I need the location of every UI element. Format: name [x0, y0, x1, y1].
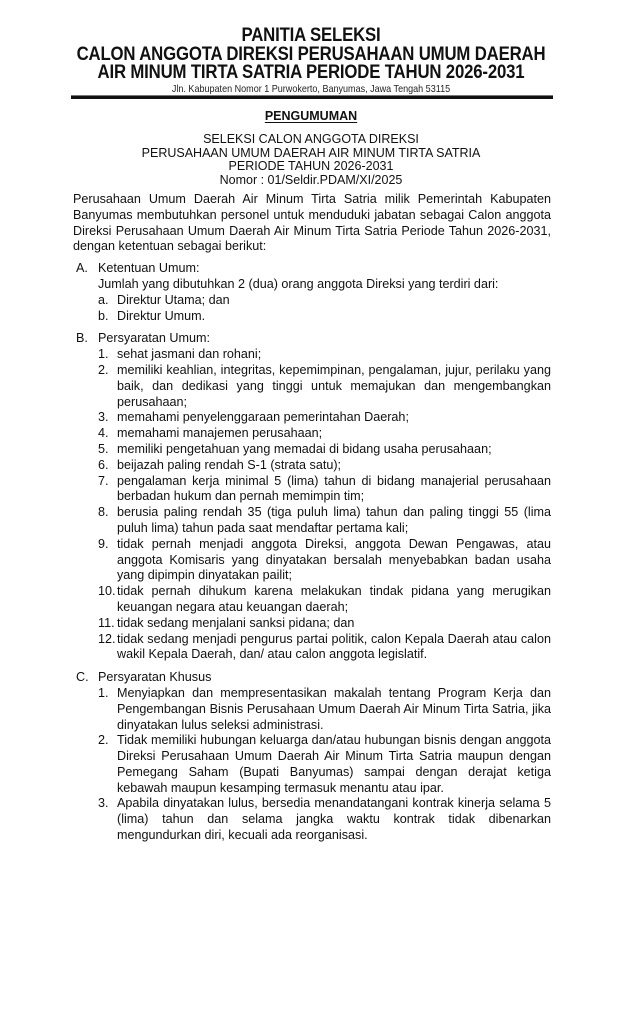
list-item-text: memahami manajemen perusahaan;: [117, 426, 323, 441]
list-item: [73, 537, 551, 584]
list-item-text: sehat jasmani dan rohani;: [117, 347, 262, 362]
section-title: Ketentuan Umum:: [98, 261, 200, 276]
list-item: [73, 584, 551, 616]
list-item-text: beijazah paling rendah S-1 (strata satu);: [117, 457, 342, 472]
list-item-text: memiliki pengetahuan yang memadai di bidang usaha perusahaan;: [117, 441, 492, 456]
list-item: [73, 442, 551, 458]
list-item-number: 5.: [98, 441, 109, 456]
intro-paragraph: Perusahaan Umum Daerah Air Minum Tirta Satria milik Pemerintah Kabupaten Banyumas membutuhkan personel untuk menduduki jabatan sebagai Calon anggota Direksi Perusahaan Umum Daerah Air Minum Tirta Satria Periode Tahun 2026-2031, dengan ketentuan sebagai berikut:: [73, 192, 551, 254]
announcement-header: [0, 109, 622, 187]
section-list: [73, 686, 551, 844]
list-item-number: 10.: [98, 584, 116, 599]
list-item: [73, 347, 551, 363]
list-item: [73, 632, 551, 664]
list-item: [73, 410, 551, 426]
section-letter: B.: [76, 331, 88, 346]
list-item-number: 1.: [98, 347, 109, 362]
announcement-subtitle-line: SELEKSI CALON ANGGOTA DIREKSI: [203, 132, 419, 146]
list-item-text: tidak sedang menjadi pengurus partai politik, calon Kepala Daerah atau calon wakil Kepala Daerah, dan/ atau calon anggota legislatif.: [117, 631, 551, 662]
list-item-text: memiliki keahlian, integritas, kepemimpinan, pengalaman, jujur, perilaku yang baik, dan dedikasi yang tinggi untuk memajukan dan mengembangkan perusahaan;: [117, 362, 551, 409]
list-item: [73, 309, 551, 325]
letterhead-title-line-2: CALON ANGGOTA DIREKSI PERUSAHAAN UMUM DAERAH: [76, 42, 546, 65]
list-item-text: pengalaman kerja minimal 5 (lima) tahun di bidang manajerial perusahaan berbadan hukum dan pernah memimpin tim;: [117, 473, 551, 504]
list-item: [73, 293, 551, 309]
list-item-text: Direktur Umum.: [117, 308, 206, 323]
announcement-number: Nomor : 01/Seldir.PDAM/XI/2025: [219, 172, 403, 187]
list-item-number: 2.: [98, 733, 109, 748]
list-item-text: berusia paling rendah 35 (tiga puluh lima) tahun dan paling tinggi 55 (lima puluh lima) tahun pada saat mendaftar pertama kali;: [117, 505, 551, 535]
list-item: [73, 458, 551, 474]
announcement-title: PENGUMUMAN: [264, 109, 358, 123]
list-item-number: 1.: [98, 685, 109, 700]
letterhead-address: Jln. Kabupaten Nomor 1 Purwokerto, Banyumas, Jawa Tengah 53115: [171, 82, 451, 95]
list-item: [73, 616, 551, 632]
section-list: [73, 293, 551, 325]
list-item-number: 8.: [98, 505, 109, 520]
document-body: [73, 192, 551, 851]
list-item-text: Tidak memiliki hubungan keluarga dan/atau hubungan bisnis dengan anggota Direksi Perusahaan Umum Daerah Air Minum Tirta Satria maupun dengan Pemegang Saham (Bupati Banyumas) sampai dengan derajat ketiga kebawah maupun kesamping termasuk menantu atau ipar.: [117, 733, 551, 795]
section-letter: A.: [76, 261, 88, 276]
list-item-number: 6.: [98, 457, 109, 472]
section-persyaratan-khusus: [73, 670, 551, 844]
section-title: Persyaratan Khusus: [98, 670, 212, 685]
list-item: [73, 363, 551, 410]
list-item: [73, 686, 551, 733]
list-item-text: tidak sedang menjalani sanksi pidana; dan: [117, 615, 355, 630]
list-item: [73, 733, 551, 796]
list-item-number: 3.: [98, 796, 109, 811]
section-ketentuan-umum: [73, 261, 551, 324]
list-item-number: b.: [98, 308, 109, 323]
list-item: [73, 796, 551, 843]
list-item-number: 7.: [98, 473, 109, 488]
announcement-subtitle-line: PERIODE TAHUN 2026-2031: [228, 159, 394, 173]
section-persyaratan-umum: [73, 331, 551, 663]
list-item-text: Apabila dinyatakan lulus, bersedia menandatangani kontrak kinerja selama 5 (lima) tahun dan selama jangka waktu kontrak tidak dibenarkan mengundurkan diri, kecuali ada reorganisasi.: [117, 796, 551, 843]
list-item-number: a.: [98, 292, 109, 307]
list-item-text: tidak pernah dihukum karena melakukan tindak pidana yang merugikan keuangan negara atau keuangan daerah;: [117, 584, 551, 614]
list-item-number: 3.: [98, 410, 109, 425]
letterhead-divider: [71, 95, 553, 99]
list-item: [73, 505, 551, 537]
list-item-text: memahami penyelenggaraan pemerintahan Daerah;: [117, 410, 409, 425]
letterhead-title-line-1: PANITIA SELEKSI: [241, 24, 381, 46]
letterhead-title-line-3: AIR MINUM TIRTA SATRIA PERIODE TAHUN 2026-2031: [97, 61, 525, 83]
list-item-number: 4.: [98, 426, 109, 441]
list-item: [73, 474, 551, 506]
list-item-text: Menyiapkan dan mempresentasikan makalah tentang Program Kerja dan Pengembangan Bisnis Perusahaan Umum Daerah Air Minum Tirta Satria, jika dinyatakan lulus seleksi administrasi.: [117, 685, 551, 732]
letterhead: [0, 26, 622, 95]
section-list: [73, 347, 551, 663]
list-item-text: tidak pernah menjadi anggota Direksi, anggota Dewan Pengawas, atau anggota Komisaris yang dinyatakan bersalah menyebabkan badan usaha yang dipimpin dinyatakan pailit;: [117, 536, 551, 583]
list-item-number: 9.: [98, 536, 109, 551]
list-item-number: 11.: [98, 615, 115, 630]
list-item: [73, 426, 551, 442]
announcement-subtitle-line: PERUSAHAAN UMUM DAERAH AIR MINUM TIRTA SATRIA: [141, 145, 481, 160]
list-item-number: 2.: [98, 362, 109, 377]
section-title: Persyaratan Umum:: [98, 331, 210, 346]
section-letter: C.: [76, 670, 89, 685]
section-intro: Jumlah yang dibutuhkan 2 (dua) orang anggota Direksi yang terdiri dari:: [98, 276, 499, 291]
list-item-number: 12.: [98, 631, 116, 646]
list-item-text: Direktur Utama; dan: [117, 292, 230, 307]
